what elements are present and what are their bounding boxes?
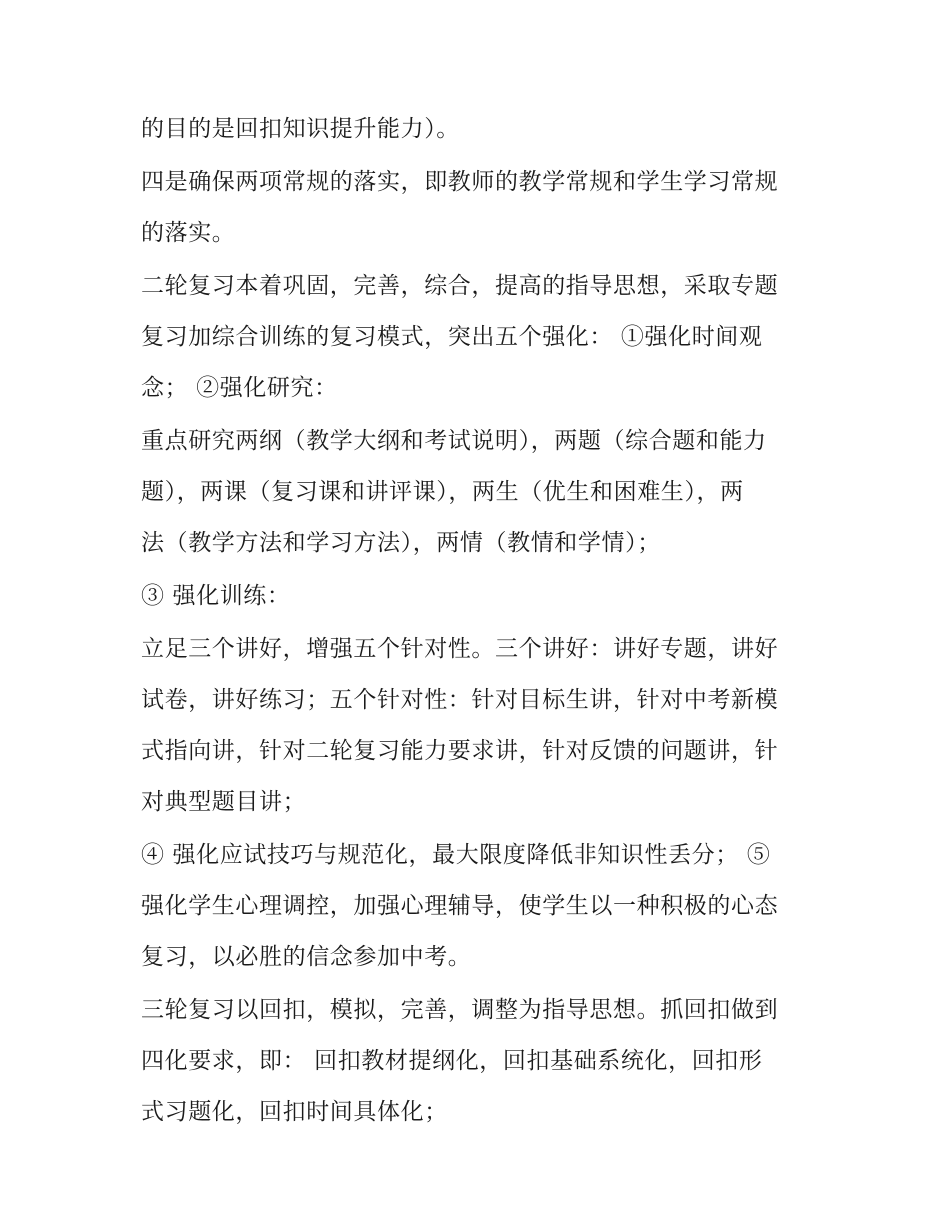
paragraph-three-lectures: 立足三个讲好，增强五个针对性。三个讲好：讲好专题，讲好 试卷，讲好练习；五个针对性：针对目标生讲，针对中考新模 式指向讲，针对二轮复习能力要求讲，针对反馈的问题讲，针 对典型题目讲； xyxy=(141,636,779,815)
paragraph-second-round-review: 二轮复习本着巩固，完善，综合，提高的指导思想，采取专题 复习加综合训练的复习模式，突出五个强化： ①强化时间观 念； ②强化研究： xyxy=(141,273,779,401)
document-body xyxy=(141,104,813,1140)
paragraph-exam-skills: ④ 强化应试技巧与规范化，最大限度降低非知识性丢分； ⑤ 强化学生心理调控，加强心理辅导，使学生以一种积极的心态 复习，以必胜的信念参加中考。 xyxy=(141,842,779,970)
paragraph-third-round-review: 三轮复习以回扣，模拟，完善，调整为指导思想。抓回扣做到 四化要求，即： 回扣教材提纲化，回扣基础系统化，回扣形 式习题化，回扣时间具体化； xyxy=(141,997,779,1125)
paragraph-two-routines: 四是确保两项常规的落实，即教师的教学常规和学生学习常规 的落实。 xyxy=(141,169,779,246)
paragraph-strengthen-training: ③ 强化训练： xyxy=(141,583,291,609)
paragraph-key-research: 重点研究两纲（教学大纲和考试说明），两题（综合题和能力 题），两课（复习课和讲评课），两生（优生和困难生），两 法（教学方法和学习方法），两情（教情和学情）； xyxy=(141,428,767,556)
paragraph-goal-ending: 的目的是回扣知识提升能力）。 xyxy=(141,116,460,142)
